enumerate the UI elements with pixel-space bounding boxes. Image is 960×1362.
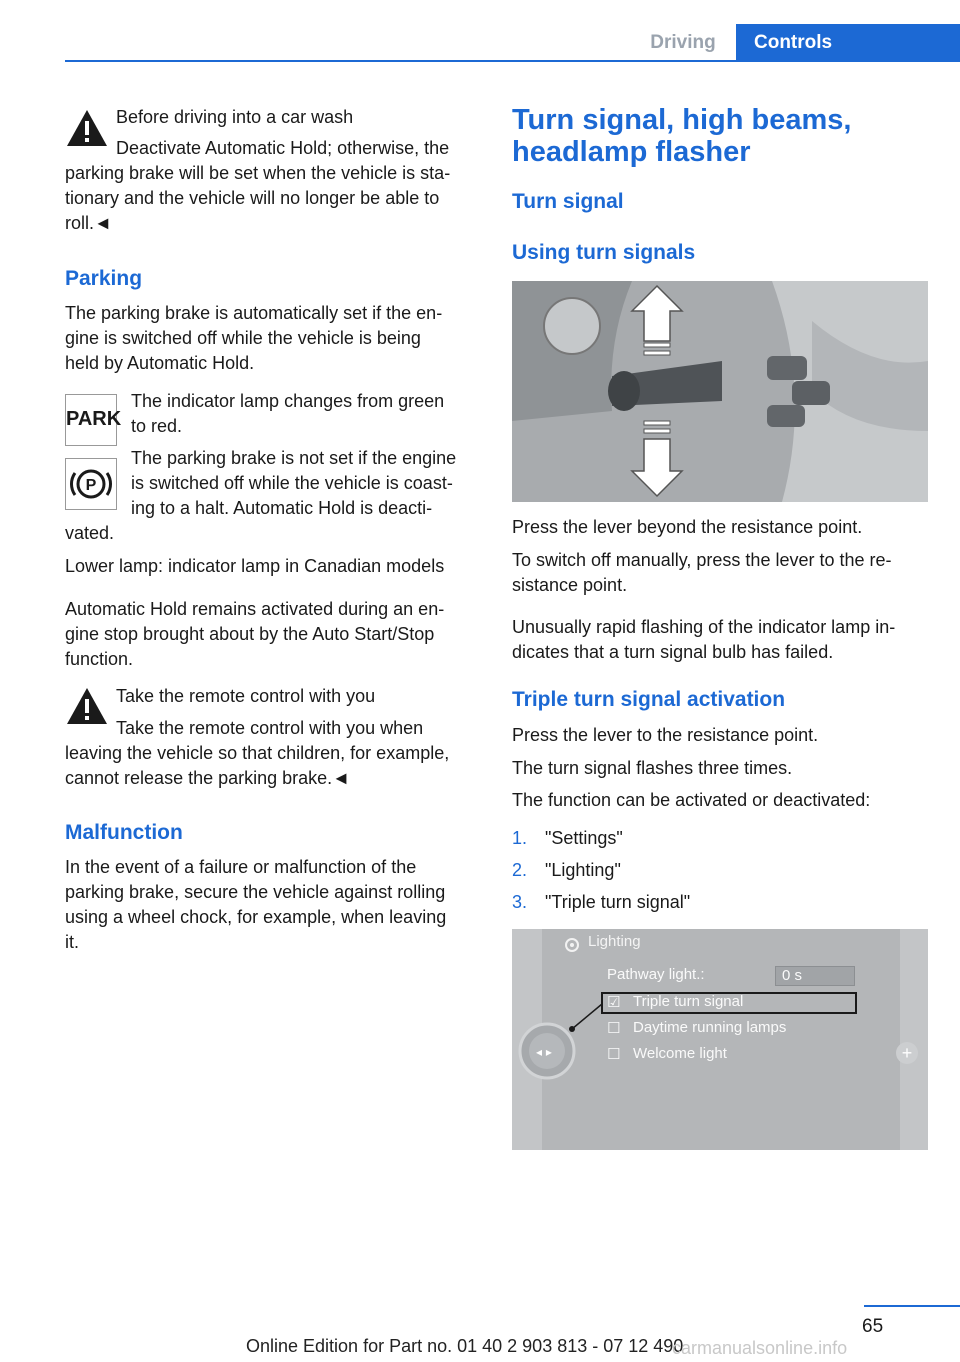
turn-signal-lever-illustration [512,281,928,502]
malfunction-text-line: parking brake, secure the vehicle against rolling [65,882,446,902]
rapid-flashing-text-line: Unusually rapid flashing of the indicator lamp in- [512,617,896,637]
section-title-line: Turn signal, high beams, [512,104,852,136]
triple-turn-text-line: The turn signal flashes three times. [512,758,793,778]
list-item [512,826,928,858]
checkbox-icon[interactable]: ☐ [607,1046,621,1063]
warning-icon [65,686,109,726]
watermark: carmanualsonline.info [672,1338,848,1358]
parking-heading: Parking [65,267,143,290]
plus-icon[interactable]: + [896,1042,918,1064]
switch-off-text-line: To switch off manually, press the lever to the re- [512,550,892,570]
parking-text-line: held by Automatic Hold. [65,353,255,373]
indicator-text-line: The indicator lamp changes from green [131,391,445,411]
pathway-light-value[interactable]: 0 s [775,966,855,986]
step-text: "Settings" [545,828,623,848]
malfunction-heading: Malfunction [65,821,183,844]
malfunction-text-line: using a wheel chock, for example, when leaving [65,907,447,927]
step-number: 3. [512,892,528,912]
auto-hold-text-line: Automatic Hold remains activated during an en- [65,599,445,619]
auto-hold-text-line: function. [65,649,134,669]
indicator-text-line: is switched off while the vehicle is coast- [131,473,453,493]
warning-text-line: tionary and the vehicle will no longer be able to [65,188,440,208]
triple-turn-text-line: Press the lever to the resistance point. [512,725,819,745]
triple-turn-heading: Triple turn signal activation [512,688,786,711]
settings-gear-icon [562,935,582,955]
switch-off-text-line: sistance point. [512,575,628,595]
step-text: "Triple turn signal" [545,892,691,912]
warning-text-line: cannot release the parking brake.◄ [65,768,350,788]
page-number: 65 [862,1316,884,1337]
lower-lamp-text: Lower lamp: indicator lamp in Canadian models [65,556,445,576]
warning-text-line: Deactivate Automatic Hold; otherwise, the [116,138,450,158]
menu-item[interactable]: Welcome light [633,1045,727,1062]
checkbox-icon[interactable]: ☐ [607,1020,621,1037]
list-item [512,890,928,922]
header-chapter: Controls [736,24,960,62]
screen-title: Lighting [588,933,641,950]
section-title-line: headlamp flasher [512,136,751,168]
warning-text-line: parking brake will be set when the vehicle is sta- [65,163,451,183]
press-lever-text: Press the lever beyond the resistance point. [512,517,863,537]
indicator-text-line: The parking brake is not set if the engine [131,448,457,468]
steps-list [512,826,928,922]
using-turn-signals-heading: Using turn signals [512,241,696,264]
park-indicator-label: PARK [66,408,122,430]
menu-item[interactable]: Triple turn signal [633,993,744,1010]
indicator-text-line: ing to a halt. Automatic Hold is deacti- [131,498,433,518]
header-rule [65,60,960,62]
park-indicator-icon [65,394,122,446]
parking-brake-indicator-icon [65,458,117,510]
malfunction-text-line: it. [65,932,80,952]
menu-item[interactable]: Daytime running lamps [633,1019,787,1036]
step-number: 2. [512,860,528,880]
parking-text-line: gine is switched off while the vehicle is being [65,328,421,348]
parking-text-line: The parking brake is automatically set if the en- [65,303,443,323]
indicator-text-line: to red. [131,416,183,436]
header-section: Driving [650,32,716,53]
rapid-flashing-text-line: dicates that a turn signal bulb has failed. [512,642,834,662]
warning-text-line: roll.◄ [65,213,112,233]
checkbox-checked-icon[interactable]: ☑ [607,994,621,1011]
indicator-text-line: vated. [65,523,115,543]
warning-text-line: Take the remote control with you when [116,718,424,738]
malfunction-text-line: In the event of a failure or malfunction of the [65,857,417,877]
list-item [512,858,928,890]
pathway-light-label: Pathway light.: [607,966,705,983]
edition-text: Online Edition for Part no. 01 40 2 903 813 - 07 12 490 [246,1336,684,1356]
controller-knob-icon [512,999,612,1089]
warning-title: Take the remote control with you [116,686,376,706]
step-number: 1. [512,828,528,848]
auto-hold-text-line: gine stop brought about by the Auto Start/Stop [65,624,435,644]
idrive-screen-illustration [512,929,928,1150]
warning-title: Before driving into a car wash [116,107,354,127]
svg-text:◂ ▸: ◂ ▸ [536,1045,552,1059]
warning-text-line: leaving the vehicle so that children, for example, [65,743,450,763]
footer-rule [864,1305,960,1307]
turn-signal-heading: Turn signal [512,190,624,213]
triple-turn-text-line: The function can be activated or deactivated: [512,790,871,810]
warning-icon [65,108,109,148]
step-text: "Lighting" [545,860,621,880]
svg-text:P: P [85,477,97,494]
